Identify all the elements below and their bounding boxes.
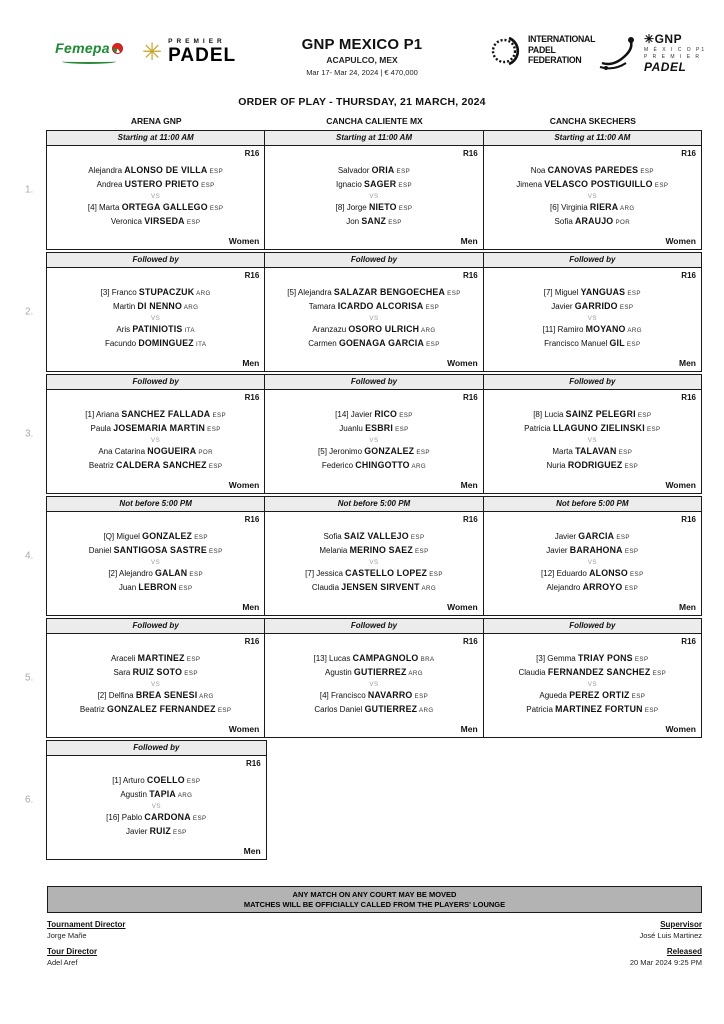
schedule-row [25,618,702,738]
player-line: Jon SANZ ESP [346,216,402,226]
round-label: R16 [245,759,261,768]
player-line: [12] Eduardo ALONSO ESP [541,567,644,578]
player-line: Daniel SANTIGOSA SASTRE ESP [88,545,223,555]
player-line: [4] Marta ORTEGA GALLEGO ESP [87,201,224,212]
vs-label: VS [587,558,597,566]
player-line: [16] Pablo CARDONA ESP [106,811,207,822]
match-cell [483,618,702,738]
slot-label: Followed by [47,741,266,756]
player-line: Sofia SAIZ VALLEJO ESP [323,530,425,541]
category-label: Men [678,358,696,368]
player-line: Ana Catarina NOGUEIRA POR [98,445,213,456]
match-cell [264,374,483,494]
ipf-logo [489,34,601,68]
round-label: R16 [681,271,696,280]
femepa-logo-text: Femepa [55,40,110,56]
vs-label: VS [151,558,161,566]
match-cell [46,130,265,250]
match-body [265,634,482,737]
page-title: ORDER OF PLAY - THURSDAY, 21 MARCH, 2024 [238,96,486,108]
teams [486,278,699,359]
teams [267,522,480,603]
category-label: Women [447,358,478,368]
premier-padel-main-text: PADEL [168,45,237,66]
notice-line-2: MATCHES WILL BE OFFICIALLY CALLED FROM THE PLAYERS' LOUNGE [243,900,506,909]
footer-right [630,920,702,967]
match-cell [46,496,265,616]
schedule-grid [25,130,702,862]
player-line: [13] Lucas CAMPAGNOLO BRA [313,652,435,663]
player-line: [1] Arturo COELLO ESP [112,774,201,785]
round-label: R16 [681,515,696,524]
player-line: Tamara ICARDO ALCORISA ESP [308,301,440,311]
round-label: R16 [244,271,260,280]
player-line: [5] Jeronimo GONZALEZ ESP [318,445,430,456]
court-headers [47,116,702,126]
player-line: Paula JOSEMARIA MARTIN ESP [90,423,221,433]
match-body [47,146,264,249]
match-cell [46,740,267,860]
round-label: R16 [462,515,478,524]
teams [49,278,262,359]
teams [486,522,699,603]
player-line: Javier RUIZ ESP [126,826,187,836]
match-body [47,512,264,615]
schedule-row [25,130,702,250]
slot-label: Followed by [484,253,701,268]
player-line: Aris PATINIOTIS ITA [116,323,195,334]
slot-label: Followed by [47,619,264,634]
player-line: Carlos Daniel GUTIERREZ ARG [314,704,434,714]
player-line: Patricia LLAGUNO ZIELINSKI ESP [524,423,661,433]
slot-label: Followed by [265,619,482,634]
round-label: R16 [462,637,478,646]
tour-director-label: Tour Director [47,947,98,956]
match-cell [264,496,483,616]
category-label: Women [228,480,260,490]
footer-left [47,920,126,967]
match-body [484,146,701,249]
tour-director-name: Adel Aref [47,958,78,967]
category-label: Men [460,724,478,734]
vs-label: VS [369,314,379,322]
teams [49,644,262,725]
player-line: Juanlu ESBRI ESP [339,423,409,433]
player-line: Beatriz CALDERA SANCHEZ ESP [88,460,223,470]
released-datetime: 20 Mar 2024 9:25 PM [629,958,702,967]
match-body [47,390,264,493]
supervisor-label: Supervisor [660,920,702,929]
player-line: [3] Gemma TRIAY PONS ESP [536,652,649,663]
ipf-logo-text [528,35,595,67]
row-number: 3. [25,428,34,440]
player-line: Martin DI NENNO ARG [112,301,199,311]
gnp-brand-text: ✳GNP [644,32,683,46]
player-line: Agustin TAPIA ARG [120,789,193,799]
ipf-ball-icon [489,34,523,68]
slot-label: Starting at 11:00 AM [47,131,264,146]
player-line: Alejandro ARROYO ESP [546,582,639,592]
category-label: Men [460,480,478,490]
match-cell [46,618,265,738]
empty-cell [266,740,485,860]
player-line: Sofia ARAUJO POR [554,216,631,226]
category-label: Men [242,602,260,612]
tournament-location: ACAPULCO, MEX [326,55,398,65]
match-body [484,390,701,493]
player-line: Veronica VIRSEDA ESP [110,216,201,226]
court-header-cancha-caliente: CANCHA CALIENTE MX [326,116,423,126]
player-line: [14] Javier RICO ESP [335,408,413,419]
premier-padel-star-icon: ✳ [142,38,163,66]
tournament-title: GNP MEXICO P1 [301,36,423,53]
match-body [47,268,264,371]
teams [49,522,262,603]
player-line: Marta TALAVAN ESP [552,445,633,456]
gnp-main-text: PADEL [644,60,687,74]
player-line: Beatriz GONZALEZ FERNANDEZ ESP [79,704,232,714]
match-body [265,512,482,615]
tournament-director-label: Tournament Director [47,920,126,929]
teams [49,156,262,237]
player-line: Carmen GOENAGA GARCIA ESP [308,338,440,348]
round-label: R16 [244,515,260,524]
slot-label: Not before 5:00 PM [484,497,701,512]
category-label: Men [243,846,261,856]
slot-label: Followed by [47,253,264,268]
category-label: Women [665,724,696,734]
player-line: [Q] Miguel GONZALEZ ESP [103,530,208,541]
slot-label: Starting at 11:00 AM [265,131,482,146]
player-line: [5] Alejandra SALAZAR BENGOECHEA ESP [287,286,461,297]
player-line: [1] Ariana SANCHEZ FALLADA ESP [85,408,227,419]
court-header-arena-gnp: ARENA GNP [130,116,182,126]
category-label: Women [447,602,478,612]
player-line: [6] Virginia RIERA ARG [550,201,635,212]
match-body [265,390,482,493]
match-body [484,634,701,737]
round-label: R16 [462,149,478,158]
player-line: [8] Lucia SAINZ PELEGRI ESP [533,408,652,419]
ipf-line1: INTERNATIONAL [528,34,596,46]
round-label: R16 [462,393,478,402]
vs-label: VS [151,802,161,810]
row-number: 4. [25,550,34,562]
gnp-sub2-text: P R E M I E R [644,54,702,60]
player-line: Claudia FERNANDEZ SANCHEZ ESP [518,667,667,677]
player-line: [8] Jorge NIETO ESP [335,201,413,212]
player-line: Araceli MARTINEZ ESP [110,652,201,663]
category-label: Women [665,236,696,246]
femepa-swoosh-icon [62,59,116,64]
vs-label: VS [587,680,597,688]
player-line: Melania MERINO SAEZ ESP [319,545,429,555]
player-line: [7] Miguel YANGUAS ESP [543,286,641,297]
gnp-player-swoosh-icon [596,33,640,73]
vs-label: VS [151,192,161,200]
ipf-line3: FEDERATION [528,55,582,67]
court-header-cancha-skechers: CANCHA SKECHERS [549,116,636,126]
player-line: Agueda PEREZ ORTIZ ESP [539,689,646,700]
vs-label: VS [369,436,379,444]
row-number: 5. [25,672,34,684]
teams [49,400,262,481]
player-line: Andrea USTERO PRIETO ESP [96,179,215,189]
round-label: R16 [681,149,696,158]
category-label: Women [228,724,260,734]
player-line: Juan LEBRON ESP [118,582,193,592]
category-label: Men [460,236,478,246]
slot-label: Not before 5:00 PM [265,497,482,512]
vs-label: VS [369,558,379,566]
vs-label: VS [369,680,379,688]
player-line: Claudia JENSEN SIRVENT ARG [311,582,437,592]
category-label: Women [228,236,260,246]
player-line: Facundo DOMINGUEZ ITA [104,338,207,348]
schedule-row [25,740,702,860]
player-line: Sara RUIZ SOTO ESP [113,667,198,677]
match-body [47,756,266,859]
vs-label: VS [151,314,161,322]
player-line: Aranzazu OSORO ULRICH ARG [312,323,436,334]
player-line: Javier GARRIDO ESP [551,301,634,311]
player-line: Patricia MARTINEZ FORTUN ESP [526,704,659,714]
schedule-row [25,374,702,494]
vs-label: VS [587,192,597,200]
player-line: [3] Franco STUPACZUK ARG [100,286,211,297]
match-cell [46,374,265,494]
slot-label: Followed by [265,253,482,268]
slot-label: Followed by [484,375,701,390]
player-line: Federico CHINGOTTO ARG [321,460,427,470]
round-label: R16 [462,271,478,280]
slot-label: Followed by [47,375,264,390]
gnp-sub1-text: M É X I C O P1 [644,47,707,53]
player-line: Ignacio SAGER ESP [335,179,412,189]
player-line: Alejandra ALONSO DE VILLA ESP [88,164,224,175]
premier-padel-top-text: PREMIER [168,38,226,45]
vs-label: VS [587,436,597,444]
match-body [265,268,482,371]
notice-line-1: ANY MATCH ON ANY COURT MAY BE MOVED [292,890,457,899]
match-body [484,512,701,615]
round-label: R16 [244,149,260,158]
released-label: Released [666,947,702,956]
match-body [265,146,482,249]
teams [267,644,480,725]
teams [486,644,699,725]
player-line: [7] Jessica CASTELLO LOPEZ ESP [305,567,443,578]
row-number: 6. [25,794,34,806]
match-cell [264,618,483,738]
match-cell [264,130,483,250]
match-cell [483,374,702,494]
player-line: Francisco Manuel GIL ESP [544,338,641,348]
supervisor-name: José Luis Martinez [639,931,702,940]
row-number: 2. [25,306,34,318]
page-header [0,0,724,92]
match-cell [483,496,702,616]
category-label: Men [678,602,696,612]
player-line: [2] Alejandro GALAN ESP [108,567,203,578]
schedule-row [25,252,702,372]
tournament-info [262,36,462,77]
slot-label: Not before 5:00 PM [47,497,264,512]
teams [486,400,699,481]
player-line: Jimena VELASCO POSTIGUILLO ESP [516,179,669,189]
vs-label: VS [151,436,161,444]
player-line: Javier GARCIA ESP [554,530,630,541]
vs-label: VS [151,680,161,688]
teams [267,156,480,237]
match-cell [264,252,483,372]
vs-label: VS [369,192,379,200]
match-body [47,634,264,737]
page-footer [47,920,702,967]
femepa-ball-icon [112,43,123,54]
player-line: [11] Ramiro MOYANO ARG [542,323,642,334]
match-cell [483,130,702,250]
player-line: [4] Francisco NAVARRO ESP [319,689,429,700]
round-label: R16 [681,393,696,402]
slot-label: Followed by [265,375,482,390]
player-line: [2] Delfina BREA SENESI ARG [97,689,214,700]
round-label: R16 [244,393,260,402]
tournament-dates-prize: Mar 17- Mar 24, 2024 | € 470,000 [306,68,418,77]
player-line: Agustin GUTIERREZ ARG [325,667,423,677]
premier-padel-logo [142,38,236,67]
player-line: Nuria RODRIGUEZ ESP [546,460,639,470]
gnp-premier-padel-logo [596,32,706,74]
player-line: Javier BARAHONA ESP [546,545,639,555]
empty-cell [483,740,702,860]
category-label: Women [665,480,696,490]
match-cell [46,252,265,372]
round-label: R16 [681,637,696,646]
vs-label: VS [587,314,597,322]
slot-label: Followed by [484,619,701,634]
match-cell [483,252,702,372]
notice-banner [47,886,702,913]
femepa-logo [50,40,128,64]
teams [267,400,480,481]
teams [267,278,480,359]
category-label: Men [242,358,260,368]
round-label: R16 [244,637,260,646]
schedule-row [25,496,702,616]
tournament-director-name: Jorge Mañe [47,931,87,940]
ipf-line2: PADEL [528,44,556,56]
teams [49,766,264,847]
teams [486,156,699,237]
row-number: 1. [25,184,34,196]
player-line: Noa CANOVAS PAREDES ESP [530,164,654,175]
slot-label: Starting at 11:00 AM [484,131,701,146]
match-body [484,268,701,371]
player-line: Salvador ORIA ESP [337,164,411,175]
